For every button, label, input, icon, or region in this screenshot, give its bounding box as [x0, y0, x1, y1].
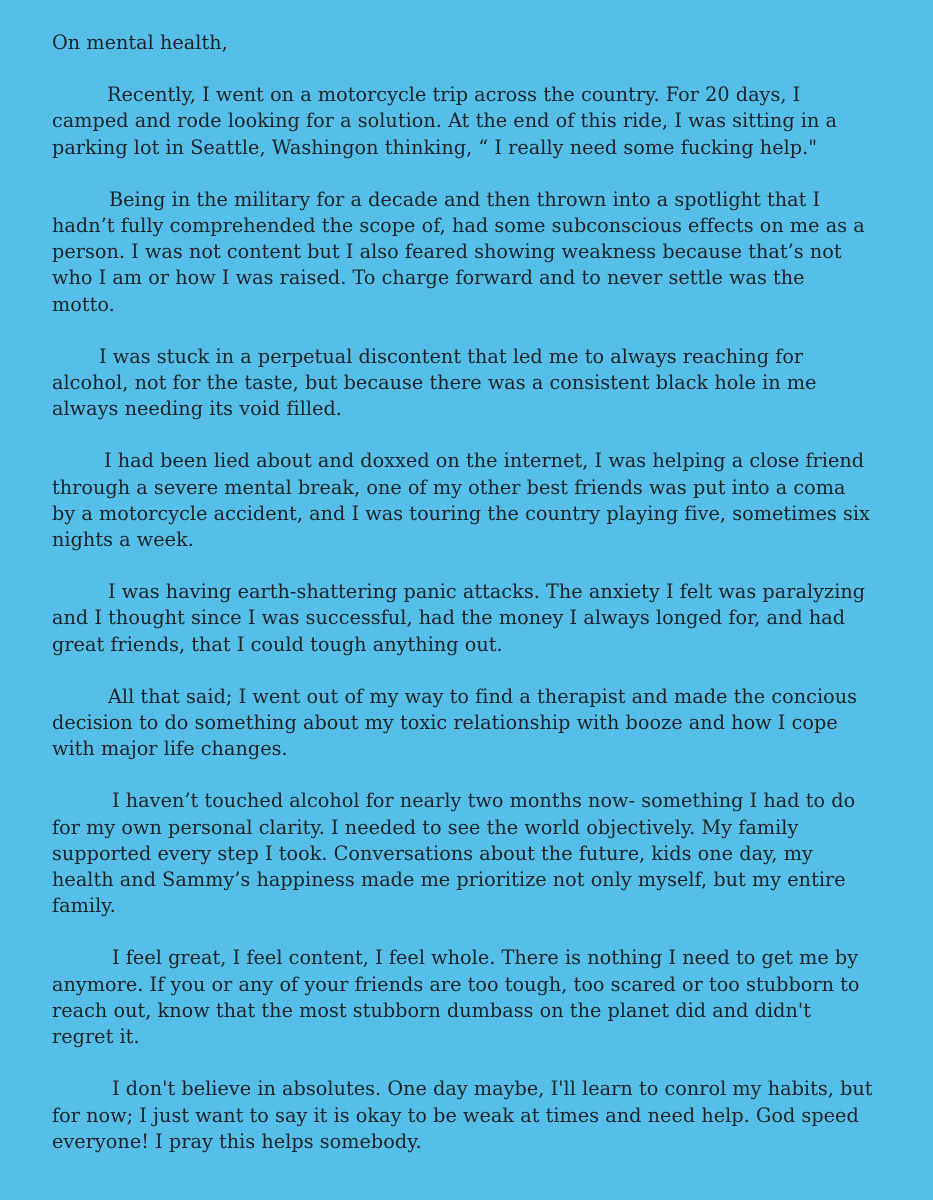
paragraph-sobriety: I haven’t touched alcohol for nearly two months now- something I had to do for my own personal clarity. I needed to see the world objectively. My family supported every step I took. Conversations about the future, kids one day, my health and Sammy’s happiness made me prioritize not only myself, but my entire family.	[52, 789, 856, 918]
letter-salutation: On mental health,	[52, 31, 228, 54]
paragraph-hardships: I had been lied about and doxxed on the internet, I was helping a close friend through a severe mental break, one of my other best friends was put into a coma by a motorcycle accident, and I was touring the country playing five, sometimes six nights a week.	[52, 449, 870, 552]
paragraph-military: Being in the military for a decade and then thrown into a spotlight that I hadn’t fully comprehended the scope of, had some subconscious effects on me as a person. I was not content but I also feared showing weakness because that’s not who I am or how I was raised. To charge forward and to never settle was the motto.	[52, 187, 865, 316]
paragraph-therapist: All that said; I went out of my way to find a therapist and made the concious decision to do something about my toxic relationship with booze and how I cope with major life changes.	[52, 684, 858, 761]
paragraph-panic-attacks: I was having earth-shattering panic attacks. The anxiety I felt was paralyzing and I thought since I was successful, had the money I always longed for, and had great friends, that I could tough anything out.	[52, 580, 866, 656]
paragraph-closing: I don't believe in absolutes. One day maybe, I'll learn to conrol my habits, but for now; I just want to say it is okay to be weak at times and need help. God speed everyone! I pray this helps somebody.	[52, 1077, 873, 1153]
paragraph-motorcycle-trip: Recently, I went on a motorcycle trip across the country. For 20 days, I camped and rode looking for a solution. At the end of this ride, I was sitting in a parking lot in Seattle, Washingon thinking, “ I really need some fucking help."	[52, 83, 838, 159]
paragraph-discontent: I was stuck in a perpetual discontent that led me to always reaching for alcohol, not for the taste, but because there was a consistent black hole in me always needing its void filled.	[52, 344, 817, 421]
paragraph-feel-great: I feel great, I feel content, I feel whole. There is nothing I need to get me by anymore. If you or any of your friends are too tough, too scared or too stubborn to reach out, know that the most stubborn dumbass on the planet did and didn't regret it.	[52, 946, 860, 1049]
